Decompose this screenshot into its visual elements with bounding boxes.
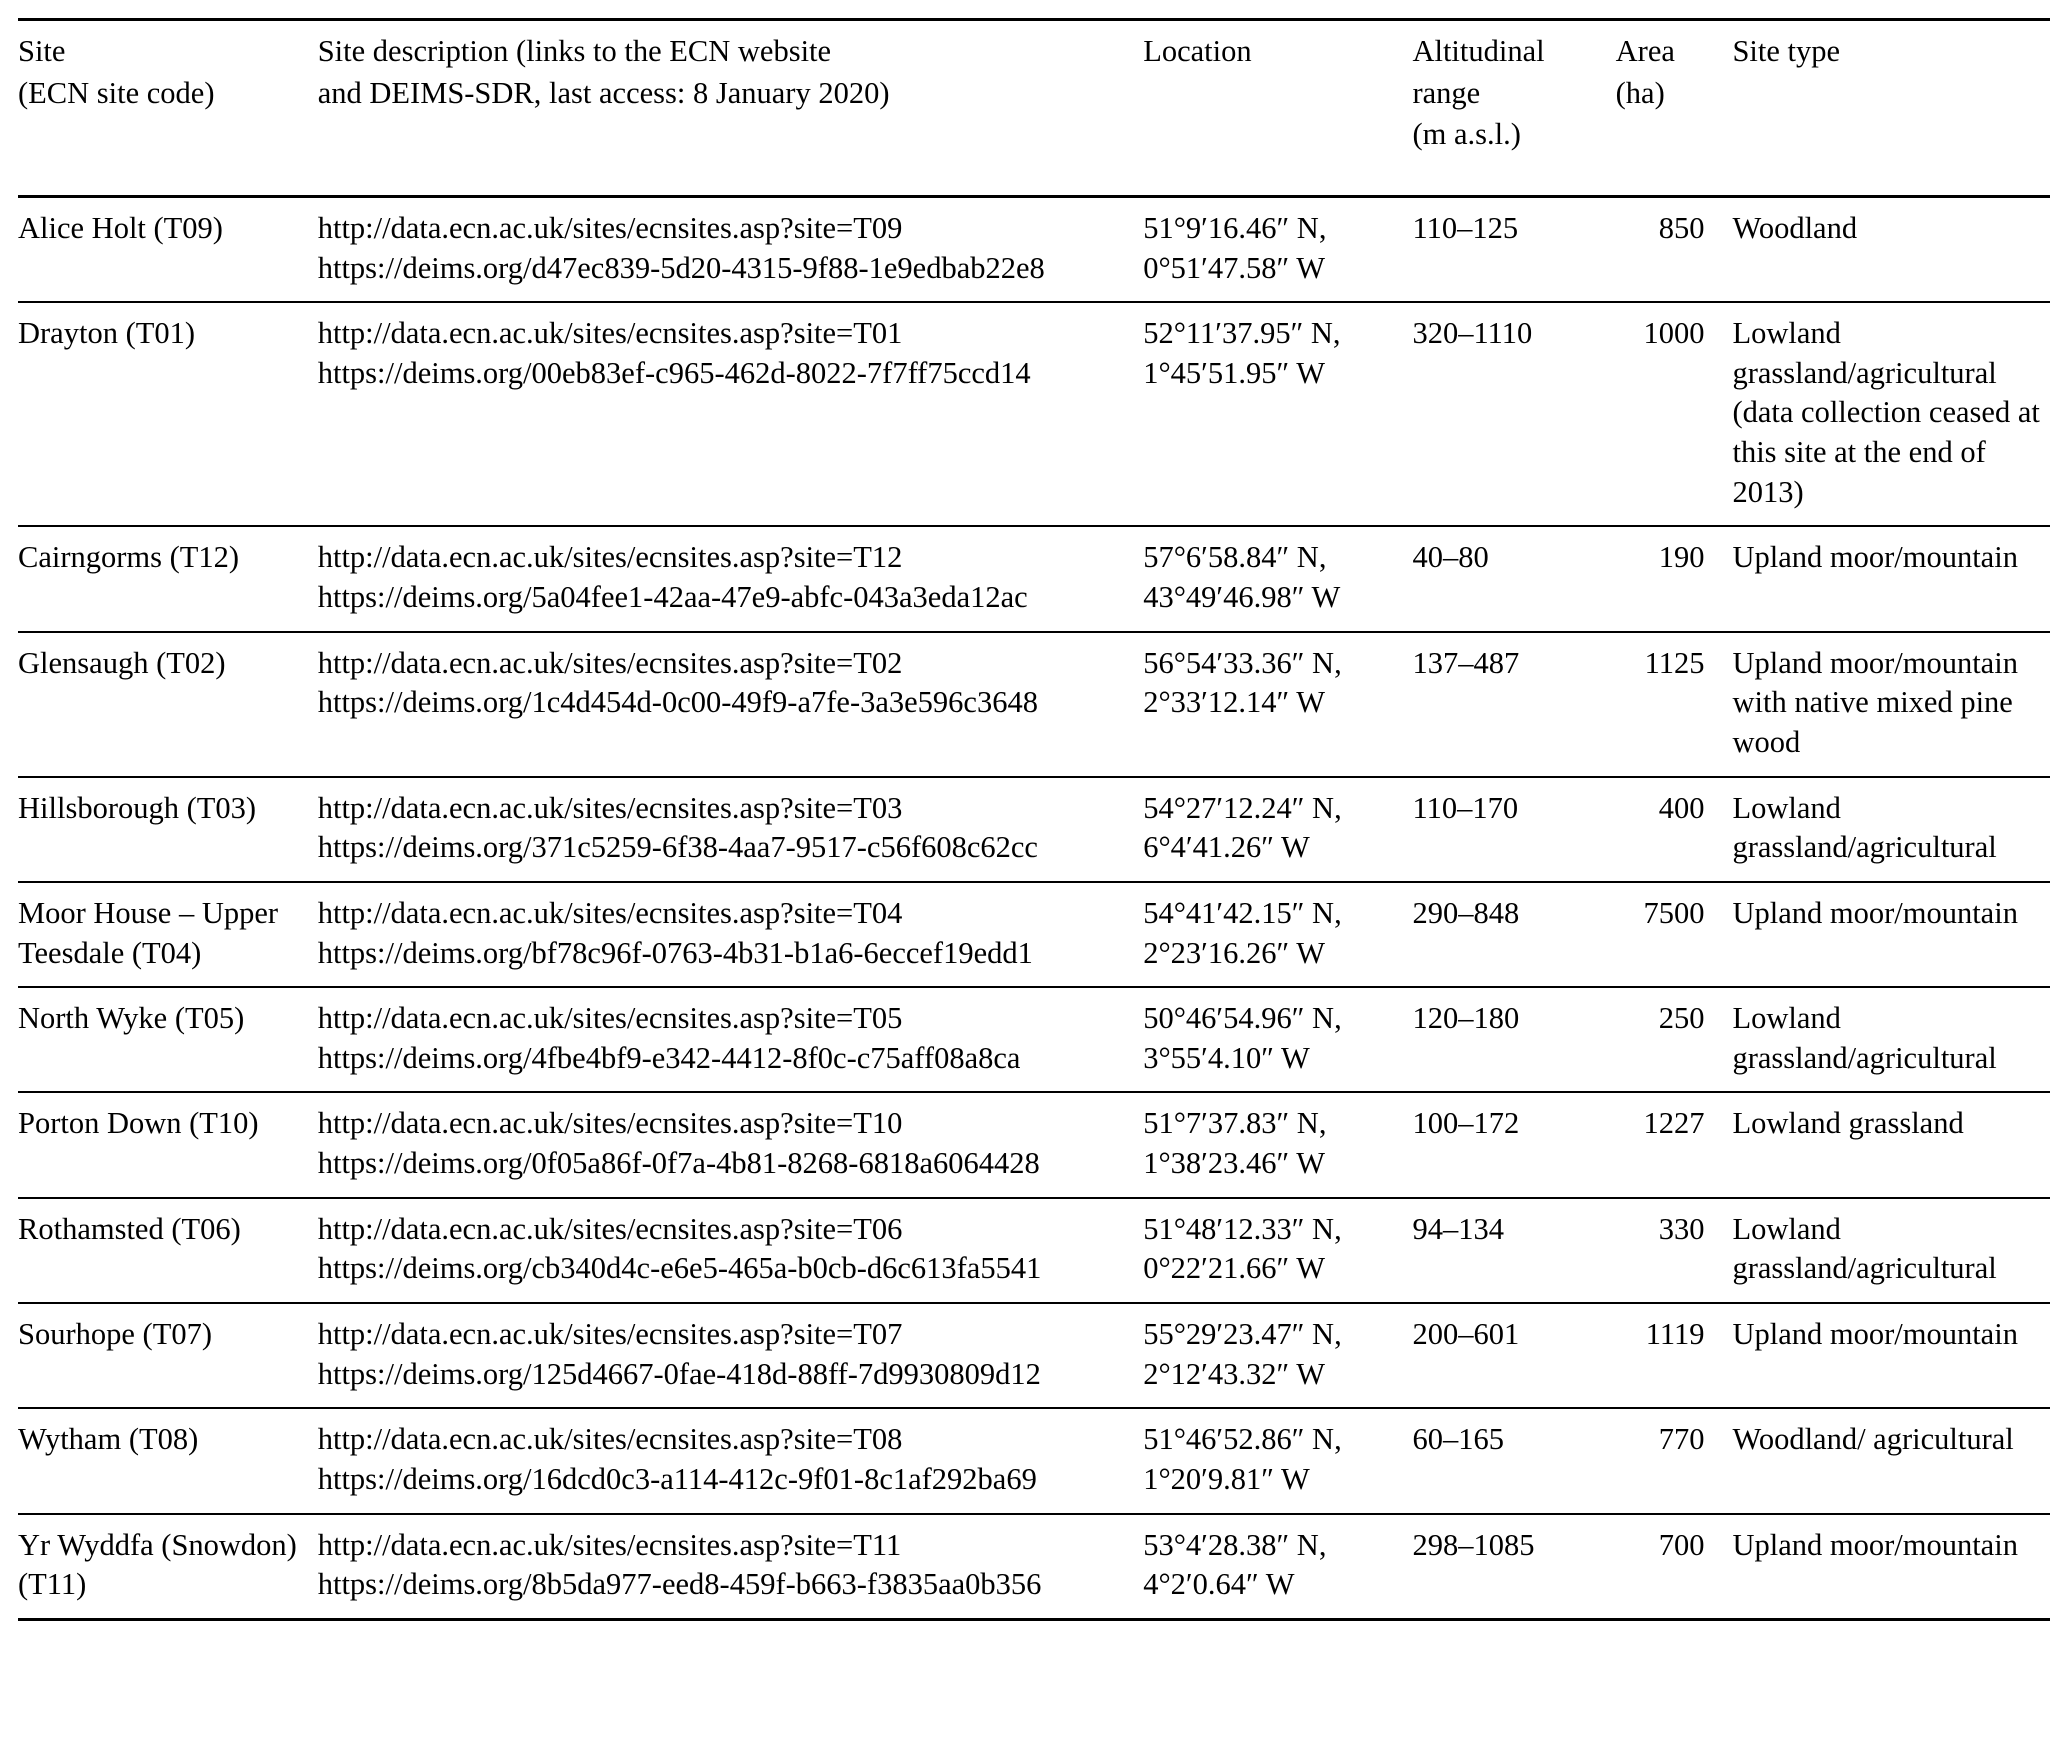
ecn-website-link[interactable]: http://data.ecn.ac.uk/sites/ecnsites.asp?site=T12	[317, 540, 903, 575]
column-header-site-type	[1732, 20, 2050, 197]
site-type-value: Lowland grassland	[1732, 1106, 1964, 1141]
deims-sdr-link[interactable]: https://deims.org/0f05a86f-0f7a-4b81-8268-6818a6064428	[317, 1146, 1040, 1181]
site-type-value: Lowland grassland/agricultural	[1732, 1001, 1997, 1075]
site-name: Drayton (T01)	[18, 316, 196, 351]
cell-site	[18, 987, 318, 1092]
column-header-location-line-1: Location	[1143, 34, 1252, 68]
cell-site-type	[1732, 302, 2050, 526]
cell-site-type	[1732, 882, 2050, 987]
header-row	[18, 20, 2050, 197]
site-type-value: Upland moor/mountain	[1732, 540, 2018, 575]
altitudinal-range-value: 137–487	[1412, 645, 1520, 680]
longitude: 3°55′4.10″ W	[1143, 1040, 1310, 1075]
site-name: Yr Wyddfa (Snowdon) (T11)	[18, 1527, 297, 1602]
column-header-altitudinal-range-line-3: (m a.s.l.)	[1412, 117, 1521, 152]
site-name: Wytham (T08)	[18, 1422, 199, 1457]
latitude: 51°9′16.46″ N,	[1143, 210, 1327, 245]
longitude: 4°2′0.64″ W	[1143, 1567, 1295, 1602]
ecn-sites-table	[18, 18, 2050, 1621]
cell-site-type	[1732, 1408, 2050, 1513]
longitude: 0°51′47.58″ W	[1143, 250, 1326, 285]
cell-location	[1143, 1514, 1412, 1620]
cell-site-description	[318, 882, 1144, 987]
cell-site	[18, 1303, 318, 1408]
site-name: Moor House – Upper Teesdale (T04)	[18, 895, 279, 970]
area-value: 1125	[1644, 645, 1705, 680]
latitude: 52°11′37.95″ N,	[1143, 316, 1341, 351]
latitude: 51°46′52.86″ N,	[1143, 1422, 1342, 1457]
site-type-value: Lowland grassland/agricultural	[1732, 1211, 1997, 1286]
cell-altitudinal-range	[1412, 632, 1615, 777]
altitudinal-range-value: 120–180	[1412, 1001, 1520, 1036]
ecn-website-link[interactable]: http://data.ecn.ac.uk/sites/ecnsites.asp?site=T07	[317, 1317, 903, 1352]
longitude: 1°38′23.46″ W	[1143, 1146, 1326, 1181]
cell-area	[1616, 882, 1733, 987]
area-value: 1227	[1643, 1106, 1705, 1141]
column-header-description-line-2: and DEIMS-SDR, last access: 8 January 2020)	[317, 75, 890, 110]
longitude: 2°23′16.26″ W	[1143, 935, 1326, 970]
cell-location	[1143, 1408, 1412, 1513]
table-row	[18, 632, 2050, 777]
site-name: Alice Holt (T09)	[18, 210, 223, 245]
cell-location	[1143, 777, 1412, 882]
cell-altitudinal-range	[1412, 1514, 1615, 1620]
site-name: Glensaugh (T02)	[18, 645, 226, 680]
altitudinal-range-value: 200–601	[1412, 1317, 1520, 1352]
cell-area	[1616, 632, 1733, 777]
latitude: 50°46′54.96″ N,	[1143, 1001, 1342, 1036]
area-value: 1119	[1645, 1317, 1705, 1352]
cell-area	[1616, 987, 1733, 1092]
longitude: 1°20′9.81″ W	[1143, 1461, 1310, 1496]
altitudinal-range-value: 94–134	[1412, 1211, 1504, 1246]
cell-area	[1616, 777, 1733, 882]
cell-site	[18, 882, 318, 987]
site-type-value: Upland moor/mountain	[1732, 1527, 2018, 1562]
column-header-area-line-2: (ha)	[1615, 75, 1665, 110]
cell-altitudinal-range	[1412, 196, 1615, 302]
site-name: Porton Down (T10)	[18, 1106, 259, 1141]
column-header-site-line-2: (ECN site code)	[18, 75, 215, 110]
area-value: 850	[1658, 210, 1705, 245]
deims-sdr-link[interactable]: https://deims.org/125d4667-0fae-418d-88ff-7d9930809d12	[317, 1356, 1041, 1391]
cell-site	[18, 777, 318, 882]
table-header	[18, 20, 2050, 197]
latitude: 54°27′12.24″ N,	[1143, 790, 1342, 825]
cell-site-description	[318, 1198, 1144, 1303]
column-header-site-line-1: Site	[18, 34, 66, 68]
column-header-location	[1143, 20, 1412, 197]
area-value: 7500	[1643, 895, 1705, 930]
cell-location	[1143, 987, 1412, 1092]
deims-sdr-link[interactable]: https://deims.org/8b5da977-eed8-459f-b663-f3835aa0b356	[317, 1567, 1042, 1602]
cell-altitudinal-range	[1412, 882, 1615, 987]
cell-site	[18, 632, 318, 777]
deims-sdr-link[interactable]: https://deims.org/5a04fee1-42aa-47e9-abfc-043a3eda12ac	[317, 580, 1028, 615]
site-name: Sourhope (T07)	[18, 1317, 212, 1352]
cell-altitudinal-range	[1412, 1303, 1615, 1408]
cell-area	[1616, 1303, 1733, 1408]
longitude: 1°45′51.95″ W	[1143, 355, 1326, 390]
cell-location	[1143, 196, 1412, 302]
site-name: Hillsborough (T03)	[18, 790, 257, 825]
longitude: 2°33′12.14″ W	[1143, 685, 1326, 720]
deims-sdr-link[interactable]: https://deims.org/1c4d454d-0c00-49f9-a7fe-3a3e596c3648	[317, 685, 1038, 720]
cell-area	[1616, 1408, 1733, 1513]
column-header-area-line-1: Area	[1615, 34, 1675, 68]
cell-site-type	[1732, 1092, 2050, 1197]
site-name: North Wyke (T05)	[18, 1001, 245, 1036]
cell-site	[18, 196, 318, 302]
table-row	[18, 302, 2050, 526]
ecn-website-link[interactable]: http://data.ecn.ac.uk/sites/ecnsites.asp?site=T10	[317, 1106, 903, 1141]
cell-site-description	[318, 196, 1144, 302]
area-value: 770	[1658, 1422, 1705, 1457]
altitudinal-range-value: 40–80	[1412, 540, 1489, 575]
column-header-altitudinal-range-line-2: range	[1412, 75, 1481, 110]
ecn-website-link[interactable]: http://data.ecn.ac.uk/sites/ecnsites.asp?site=T01	[317, 316, 903, 351]
latitude: 55°29′23.47″ N,	[1143, 1317, 1342, 1352]
cell-area	[1616, 526, 1733, 631]
cell-location	[1143, 1092, 1412, 1197]
cell-site-description	[318, 1514, 1144, 1620]
table-row	[18, 1303, 2050, 1408]
cell-site	[18, 1514, 318, 1620]
site-type-value: Lowland grassland/agricultural	[1732, 790, 1997, 865]
cell-area	[1616, 1092, 1733, 1197]
cell-site	[18, 1408, 318, 1513]
cell-site-type	[1732, 1514, 2050, 1620]
column-header-site-type-line-1: Site type	[1732, 34, 1841, 68]
table-body	[18, 196, 2050, 1619]
ecn-website-link[interactable]: http://data.ecn.ac.uk/sites/ecnsites.asp?site=T04	[317, 895, 903, 930]
column-header-altitudinal-range-line-1: Altitudinal	[1412, 34, 1545, 68]
table-row	[18, 882, 2050, 987]
column-header-altitudinal-range	[1412, 20, 1615, 197]
site-name: Rothamsted (T06)	[18, 1211, 241, 1246]
ecn-website-link[interactable]: http://data.ecn.ac.uk/sites/ecnsites.asp?site=T09	[317, 210, 903, 245]
latitude: 56°54′33.36″ N,	[1143, 645, 1342, 680]
cell-site	[18, 1092, 318, 1197]
area-value: 330	[1658, 1211, 1705, 1246]
ecn-website-link[interactable]: http://data.ecn.ac.uk/sites/ecnsites.asp?site=T11	[317, 1527, 902, 1562]
cell-site-type	[1732, 987, 2050, 1092]
cell-altitudinal-range	[1412, 302, 1615, 526]
cell-site-type	[1732, 196, 2050, 302]
cell-site-description	[318, 1092, 1144, 1197]
cell-site-type	[1732, 1198, 2050, 1303]
table-row	[18, 777, 2050, 882]
cell-altitudinal-range	[1412, 777, 1615, 882]
deims-sdr-link[interactable]: https://deims.org/cb340d4c-e6e5-465a-b0cb-d6c613fa5541	[317, 1251, 1042, 1286]
longitude: 2°12′43.32″ W	[1143, 1356, 1326, 1391]
longitude: 0°22′21.66″ W	[1143, 1251, 1326, 1286]
latitude: 51°7′37.83″ N,	[1143, 1106, 1327, 1141]
area-value: 250	[1658, 1001, 1705, 1036]
cell-site	[18, 1198, 318, 1303]
longitude: 43°49′46.98″ W	[1143, 580, 1341, 615]
cell-area	[1616, 1198, 1733, 1303]
site-type-value: Upland moor/mountain	[1732, 895, 2018, 930]
cell-site	[18, 302, 318, 526]
area-value: 1000	[1643, 316, 1705, 351]
deims-sdr-link[interactable]: https://deims.org/00eb83ef-c965-462d-8022-7f7ff75ccd14	[317, 355, 1031, 390]
altitudinal-range-value: 110–170	[1412, 790, 1519, 825]
altitudinal-range-value: 100–172	[1412, 1106, 1520, 1141]
column-header-description	[318, 20, 1144, 197]
deims-sdr-link[interactable]: https://deims.org/371c5259-6f38-4aa7-9517-c56f608c62cc	[317, 830, 1038, 865]
column-header-description-line-1: Site description (links to the ECN website	[317, 34, 832, 68]
site-name: Cairngorms (T12)	[18, 540, 240, 575]
deims-sdr-link[interactable]: https://deims.org/d47ec839-5d20-4315-9f88-1e9edbab22e8	[317, 250, 1045, 285]
ecn-website-link[interactable]: http://data.ecn.ac.uk/sites/ecnsites.asp?site=T06	[317, 1211, 903, 1246]
area-value: 400	[1658, 790, 1705, 825]
altitudinal-range-value: 110–125	[1412, 210, 1519, 245]
cell-location	[1143, 882, 1412, 987]
table-row	[18, 1092, 2050, 1197]
table-row	[18, 987, 2050, 1092]
cell-site-description	[318, 1408, 1144, 1513]
cell-altitudinal-range	[1412, 1408, 1615, 1513]
latitude: 51°48′12.33″ N,	[1143, 1211, 1342, 1246]
site-type-value: Upland moor/mountain with native mixed pine wood	[1732, 645, 2018, 759]
deims-sdr-link[interactable]: https://deims.org/4fbe4bf9-e342-4412-8f0c-c75aff08a8ca	[317, 1040, 1021, 1075]
cell-site-description	[318, 632, 1144, 777]
cell-location	[1143, 302, 1412, 526]
altitudinal-range-value: 320–1110	[1412, 316, 1533, 351]
altitudinal-range-value: 60–165	[1412, 1422, 1504, 1457]
cell-area	[1616, 302, 1733, 526]
site-type-value: Lowland grassland/agricultural (data collection ceased at this site at the end of 2013)	[1732, 316, 2040, 509]
table-container	[0, 18, 2067, 1763]
cell-site-description	[318, 526, 1144, 631]
ecn-website-link[interactable]: http://data.ecn.ac.uk/sites/ecnsites.asp?site=T03	[317, 790, 903, 825]
table-row	[18, 1408, 2050, 1513]
table-row	[18, 526, 2050, 631]
cell-altitudinal-range	[1412, 1198, 1615, 1303]
site-type-value: Woodland/ agricultural	[1732, 1422, 2014, 1457]
altitudinal-range-value: 298–1085	[1412, 1527, 1535, 1562]
table-row	[18, 1198, 2050, 1303]
cell-site	[18, 526, 318, 631]
cell-site-type	[1732, 632, 2050, 777]
cell-area	[1616, 196, 1733, 302]
cell-site-description	[318, 302, 1144, 526]
ecn-website-link[interactable]: http://data.ecn.ac.uk/sites/ecnsites.asp?site=T05	[317, 1001, 903, 1036]
cell-location	[1143, 1303, 1412, 1408]
column-header-site	[18, 20, 318, 197]
area-value: 190	[1658, 540, 1705, 575]
cell-altitudinal-range	[1412, 987, 1615, 1092]
latitude: 54°41′42.15″ N,	[1143, 895, 1342, 930]
area-value: 700	[1658, 1527, 1705, 1562]
cell-site-description	[318, 1303, 1144, 1408]
cell-location	[1143, 632, 1412, 777]
latitude: 57°6′58.84″ N,	[1143, 540, 1327, 575]
ecn-website-link[interactable]: http://data.ecn.ac.uk/sites/ecnsites.asp?site=T02	[317, 645, 903, 680]
cell-site-type	[1732, 526, 2050, 631]
cell-location	[1143, 526, 1412, 631]
cell-location	[1143, 1198, 1412, 1303]
cell-area	[1616, 1514, 1733, 1620]
site-type-value: Upland moor/mountain	[1732, 1317, 2018, 1352]
cell-site-description	[318, 777, 1144, 882]
altitudinal-range-value: 290–848	[1412, 895, 1520, 930]
deims-sdr-link[interactable]: https://deims.org/bf78c96f-0763-4b31-b1a6-6eccef19edd1	[317, 935, 1033, 970]
cell-altitudinal-range	[1412, 1092, 1615, 1197]
deims-sdr-link[interactable]: https://deims.org/16dcd0c3-a114-412c-9f01-8c1af292ba69	[317, 1461, 1037, 1496]
cell-site-type	[1732, 1303, 2050, 1408]
cell-site-description	[318, 987, 1144, 1092]
table-row	[18, 196, 2050, 302]
column-header-area	[1616, 20, 1733, 197]
table-row	[18, 1514, 2050, 1620]
cell-site-type	[1732, 777, 2050, 882]
site-type-value: Woodland	[1732, 210, 1858, 245]
latitude: 53°4′28.38″ N,	[1143, 1527, 1327, 1562]
longitude: 6°4′41.26″ W	[1143, 830, 1310, 865]
ecn-website-link[interactable]: http://data.ecn.ac.uk/sites/ecnsites.asp?site=T08	[317, 1422, 903, 1457]
cell-altitudinal-range	[1412, 526, 1615, 631]
